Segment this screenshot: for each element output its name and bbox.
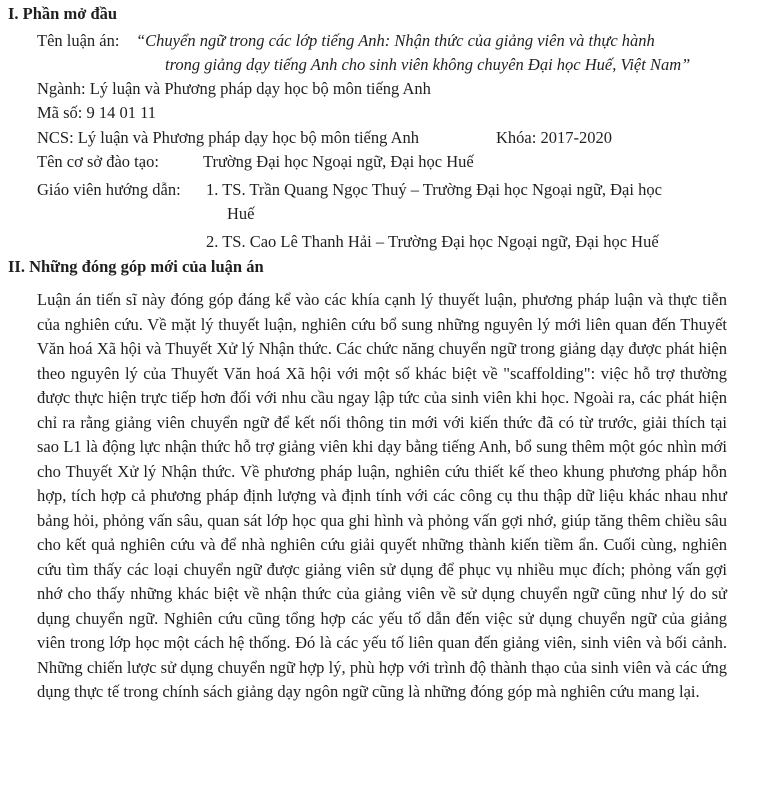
thesis-label: Tên luận án: — [37, 31, 120, 50]
contributions-paragraph — [37, 288, 727, 705]
supervisor-2: 2. TS. Cao Lê Thanh Hải – Trường Đại học Ngoại ngữ, Đại học Huế — [206, 232, 659, 251]
section-heading-intro: I. Phần mở đầu — [8, 4, 118, 23]
thesis-title-line-1: “Chuyển ngữ trong các lớp tiếng Anh: Nhận thức của giảng viên và thực hành — [136, 31, 655, 50]
supervisor-1-line-2: Huế — [227, 204, 255, 223]
supervisor-1-line-1: 1. TS. Trần Quang Ngọc Thuý – Trường Đại học Ngoại ngữ, Đại học — [206, 180, 662, 199]
institution-label: Tên cơ sở đào tạo: — [37, 152, 159, 171]
course-line: Khóa: 2017-2020 — [496, 128, 612, 147]
code-line: Mã số: 9 14 01 11 — [37, 103, 157, 122]
section-heading-contributions: II. Những đóng góp mới của luận án — [8, 257, 264, 276]
supervisor-label: Giáo viên hướng dẫn: — [37, 180, 181, 199]
thesis-title-line-2: trong giảng dạy tiếng Anh cho sinh viên không chuyên Đại học Huế, Việt Nam” — [165, 55, 691, 74]
institution-value: Trường Đại học Ngoại ngữ, Đại học Huế — [203, 152, 474, 171]
major-line: Ngành: Lý luận và Phương pháp dạy học bộ môn tiếng Anh — [37, 79, 431, 98]
ncs-line: NCS: Lý luận và Phương pháp dạy học bộ môn tiếng Anh — [37, 128, 420, 147]
contributions-text: Luận án tiến sĩ này đóng góp đáng kể vào các khía cạnh lý thuyết luận, phương pháp luận và thực tiễn của nghiên cứu. Về mặt lý thuyết luận, nghiên cứu bổ sung những nguyên lý mới liên quan đến Thuyết Văn hoá Xã hội và Thuyết Xử lý Nhận thức. Các chức năng chuyển ngữ trong giảng dạy được phát hiện theo nguyên lý của Thuyết Văn hoá Xã hội với một số khác biệt về "scaffolding": việc hỗ trợ thường được thực hiện trực tiếp hơn đối với nhu cầu ngay lập tức của sinh viên khi học. Ngoài ra, các phát hiện chỉ ra rằng giảng viên chuyển ngữ để kết nối thông tin mới với kiến thức đã có từ trước, giải thích tại sao L1 là động lực nhận thức hỗ trợ giảng viên khi dạy bằng tiếng Anh, bổ sung thêm một góc nhìn mới cho Thuyết Xử lý Nhận thức. Về phương pháp luận, nghiên cứu thiết kế theo khung phương pháp hỗn hợp, tích hợp cả phương pháp định lượng và định tính với các công cụ thu thập dữ liệu khác nhau như bảng hỏi, phỏng vấn sâu, quan sát lớp học qua ghi hình và phỏng vấn gợi nhớ, giúp tăng thêm chiều sâu cho kết quả nghiên cứu và để nhà nghiên cứu giải quyết những thành kiến tiềm ẩn. Cuối cùng, nghiên cứu tìm thấy các loại chuyển ngữ được giảng viên sử dụng để phục vụ nhiều mục đích; phỏng vấn gợi nhớ cho thấy những khác biệt về nhận thức của giảng viên về sử dụng chuyển ngữ cũng như lý do sử dụng chuyển ngữ. Nghiên cứu cũng tổng hợp các yếu tố dẫn đến việc sử dụng chuyển ngữ của giảng viên trong lớp học một cách hệ thống. Đó là các yếu tố liên quan đến giảng viên, sinh viên và bối cảnh. Những chiến lược sử dụng chuyển ngữ hợp lý, phù hợp với trình độ thành thạo của sinh viên và các ứng dụng thực tế trong chính sách giảng dạy ngôn ngữ cũng là những đóng góp mà nghiên cứu mang lại. — [37, 290, 727, 701]
